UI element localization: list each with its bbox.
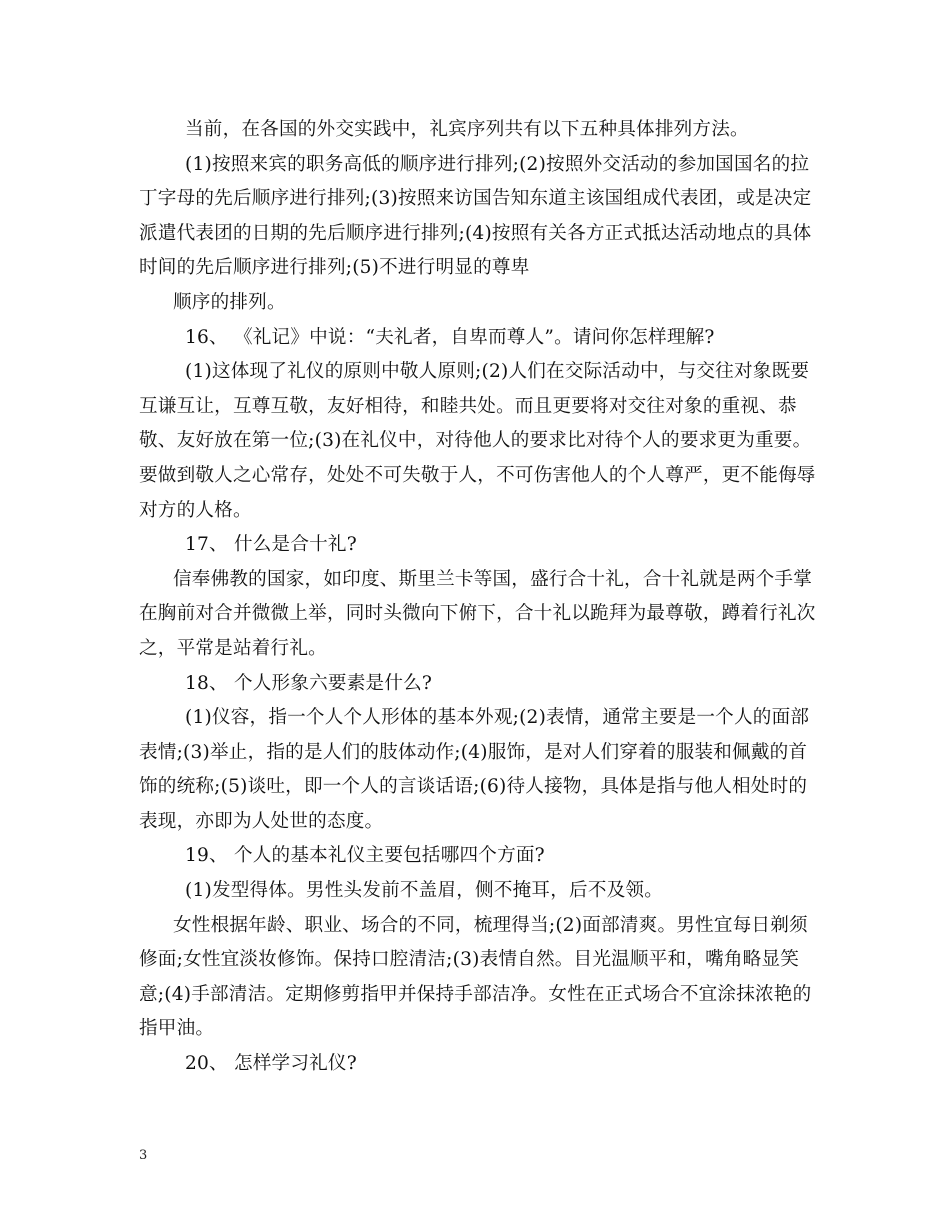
document-body	[139, 113, 819, 1082]
answer-19-part-2: 女性根据年龄、职业、场合的不同，梳理得当;(2)面部清爽。男性宜每日剃须修面;女性宜淡妆修饰。保持口腔清洁;(3)表情自然。目光温顺平和，嘴角略显笑意;(4)手部清洁。定期修剪指甲并保持手部洁净。女性在正式场合不宜涂抹浓艳的指甲油。	[139, 914, 812, 1040]
answer-16: (1)这体现了礼仪的原则中敬人原则;(2)人们在交际活动中，与交往对象既要互谦互让，互尊互敬，友好相待，和睦共处。而且更要将对交往对象的重视、恭敬、友好放在第一位;(3)在礼仪中，对待他人的要求比对待个人的要求更为重要。要做到敬人之心常存，处处不可失敬于人，不可伤害他人的个人尊严，更不能侮辱对方的人格。	[139, 361, 816, 521]
question-16: 16、 《礼记》中说：“夫礼者，自卑而尊人”。请问你怎样理解?	[185, 326, 715, 348]
page-number: 3	[139, 1148, 148, 1163]
question-19: 19、 个人的基本礼仪主要包括哪四个方面?	[185, 845, 545, 867]
answer-18: (1)仪容，指一个人个人形体的基本外观;(2)表情，通常主要是一个人的面部表情;(3)举止，指的是人们的肢体动作;(4)服饰，是对人们穿着的服装和佩戴的首饰的统称;(5)谈吐，即一个人的言谈话语;(6)待人接物，具体是指与他人相处时的表现，亦即为人处世的态度。	[139, 707, 810, 832]
paragraph-ranking-methods: (1)按照来宾的职务高低的顺序进行排列;(2)按照外交活动的参加国国名的拉丁字母的先后顺序进行排列;(3)按照来访国告知东道主该国组成代表团，或是决定派遣代表团的日期的先后顺序进行排列;(4)按照有关各方正式抵达活动地点的具体时间的先后顺序进行排列;(5)不进行明显的尊卑	[139, 153, 812, 279]
question-18: 18、 个人形象六要素是什么?	[185, 672, 433, 694]
paragraph-intro: 当前，在各国的外交实践中，礼宾序列共有以下五种具体排列方法。	[185, 119, 749, 140]
paragraph-ranking-methods-end: 顺序的排列。	[173, 291, 286, 313]
question-20: 20、 怎样学习礼仪?	[185, 1053, 357, 1075]
answer-17: 信奉佛教的国家，如印度、斯里兰卡等国，盛行合十礼，合十礼就是两个手掌在胸前对合并微微上举，同时头微向下俯下，合十礼以跪拜为最尊敬，蹲着行礼次之，平常是站着行礼。	[139, 568, 816, 659]
answer-19-part-1: (1)发型得体。男性头发前不盖眉，侧不掩耳，后不及领。	[185, 880, 663, 902]
question-17: 17、 什么是合十礼?	[185, 534, 357, 556]
